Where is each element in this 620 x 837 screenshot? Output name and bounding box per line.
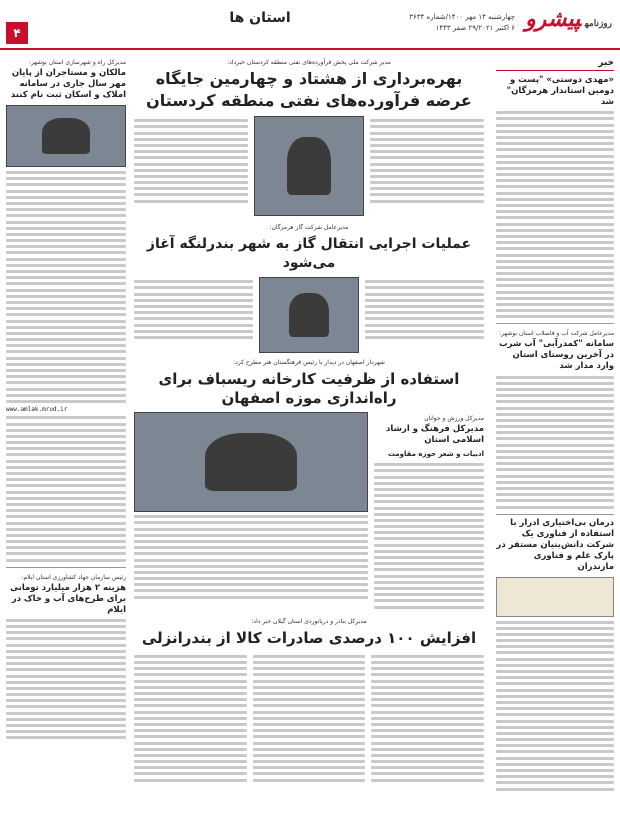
masthead — [0, 0, 620, 50]
product-image — [496, 577, 614, 617]
headline: عملیات اجرایی انتقال گاز به شهر بندرلنگه آغاز می‌شود — [146, 236, 472, 271]
article-photo — [259, 277, 359, 353]
article-photo — [134, 412, 368, 512]
left-column — [6, 56, 126, 743]
article-body — [370, 116, 484, 216]
headline: سامانه "کمدرآبی" آب شرب در آخرین روستای استان وارد مدار شد — [499, 339, 614, 372]
kicker: رئیس سازمان جهاد کشاورزی استان ایلام: — [21, 573, 126, 581]
sidebar-box — [374, 412, 484, 612]
headline: «مهدی دوستی» "پست و دومین استاندار هرمزگان" شد — [506, 75, 614, 107]
headline: مدیرکل فرهنگ و ارشاد اسلامی استان — [386, 424, 484, 445]
article-body — [374, 463, 484, 608]
kicker: مدیرکل راه و شهرسازی استان بوشهر: — [28, 59, 126, 66]
kicker: مدیر شرکت ملی پخش فرآورده‌های نفتی منطقه کردستان خبرداد: — [227, 59, 391, 66]
newspaper-logo: روزنامهپیشرو — [525, 6, 612, 32]
article-body — [6, 416, 126, 561]
article-body — [134, 277, 253, 353]
article-photo — [254, 116, 364, 216]
article-body — [496, 111, 614, 318]
article-body — [134, 652, 484, 785]
page-number: ۴ — [6, 22, 28, 44]
kicker: شهردار اصفهان در دیدار با رئیس فرهنگستان هنر مطرح کرد: — [233, 359, 385, 366]
headline: مالکان و مستاجران از پایان مهر سال جاری در سامانه املاک و اسکان ثبت نام کنند — [10, 68, 126, 100]
article-body — [6, 171, 126, 403]
article-body — [496, 621, 614, 791]
right-column — [496, 56, 614, 794]
portrait-photo — [6, 105, 126, 167]
article-body — [134, 515, 368, 598]
headline: هزینه ۲ هزار میلیارد تومانی برای طرح‌های آب و خاک در ایلام — [10, 582, 126, 615]
article-body — [134, 116, 248, 216]
section-title: استان ها — [229, 10, 291, 26]
issue-info: چهارشنبه ۱۴ مهر ۱۴۰۰/شماره ۳۶۳۴ ۶ اکتبر ۲۹/۲۰۲۱ صفر ۱۴۴۳ — [409, 13, 515, 32]
kicker: مدیرعامل شرکت آب و فاضلاب استان بوشهر: — [499, 330, 614, 338]
article-body — [365, 277, 484, 353]
headline: افزایش ۱۰۰ درصدی صادرات کالا از بندرانزلی — [141, 628, 477, 647]
subheadline: ادبیات و شعر حوزه مقاومت — [387, 450, 484, 458]
article-body — [6, 619, 126, 740]
article-body — [496, 376, 614, 509]
kicker: مدیرکل ورزش و جوانان — [424, 415, 484, 422]
headline: درمان بی‌اختیاری ادرار با استفاده از فناوری یک شرکت دانش‌بنیان مستقر در پارک علم و فناوری مازندران — [496, 517, 614, 572]
kicker: مدیرعامل شرکت گاز هرمزگان: — [269, 224, 349, 231]
lead-headline: بهره‌برداری از هشتاد و چهارمین جایگاه عرضه فرآورده‌های نفتی منطقه کردستان — [146, 69, 472, 110]
kicker: مدیرکل بنادر و دریانوردی استان گیلان خبر داد: — [251, 617, 367, 625]
section-label: خبر — [496, 56, 614, 71]
headline: استفاده از ظرفیت کارخانه ریسباف برای راه‌اندازی موزه اصفهان — [158, 370, 460, 407]
middle-column — [134, 56, 484, 785]
website-link[interactable]: www.amlak.mrud.ir — [6, 406, 68, 414]
